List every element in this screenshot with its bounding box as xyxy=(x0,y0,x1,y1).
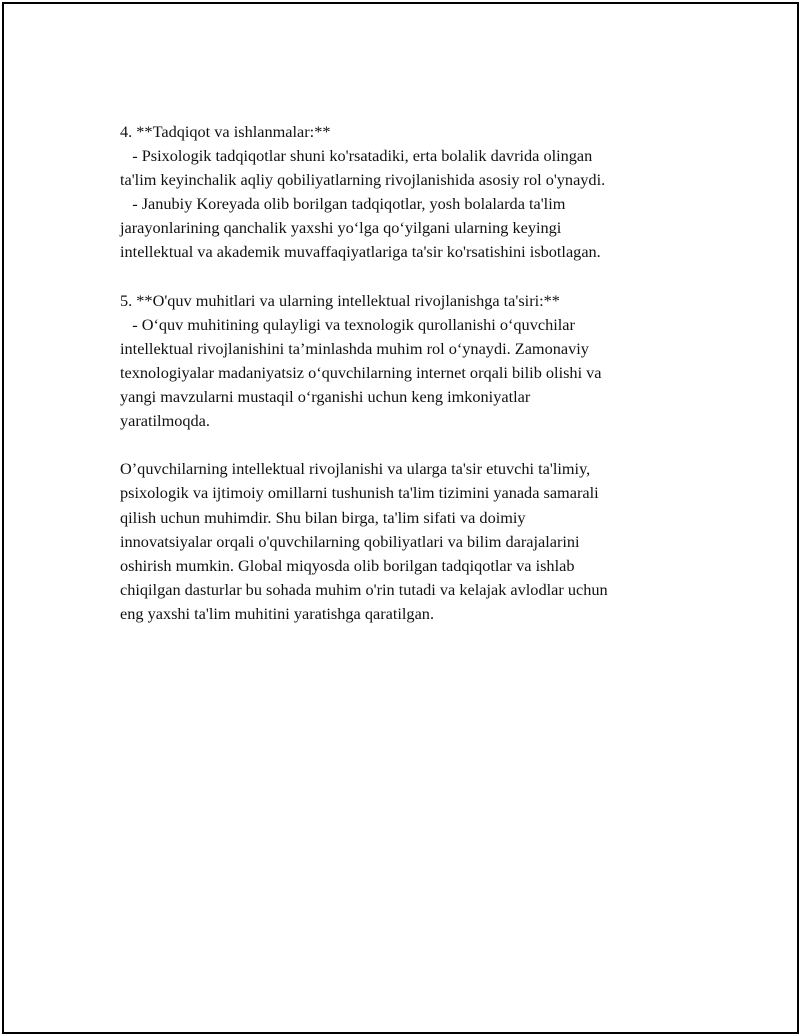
paragraph-line: - O‘quv muhitining qulayligi va texnologik qurollanishi o‘quvchilar xyxy=(120,314,575,334)
paragraph-line: intellektual va akademik muvaffaqiyatlariga ta'sir ko'rsatishini isbotlagan. xyxy=(120,242,601,262)
paragraph-line: yangi mavzularni mustaqil o‘rganishi uchun keng imkoniyatlar xyxy=(120,387,531,407)
section-4-heading: 4. **Tadqiqot va ishlanmalar:** xyxy=(120,122,331,141)
blank-line xyxy=(120,433,690,457)
paragraph-line: - Janubiy Koreyada olib borilgan tadqiqotlar, yosh bolalarda ta'lim xyxy=(120,194,566,214)
paragraph-line: psixologik va ijtimoiy omillarni tushunish ta'lim tizimini yanada samarali xyxy=(120,483,599,503)
paragraph-line: texnologiyalar madaniyatsiz o‘quvchilarning internet orqali bilib olishi va xyxy=(120,362,602,382)
paragraph-line: ta'lim keyinchalik aqliy qobiliyatlarning rivojlanishida asosiy rol o'ynaydi. xyxy=(120,170,606,190)
section-5 xyxy=(120,289,690,434)
section-5-heading: 5. **O'quv muhitlari va ularning intellektual rivojlanishga ta'siri:** xyxy=(120,290,560,310)
section-4 xyxy=(120,120,690,265)
paragraph-line: intellektual rivojlanishini ta’minlashda muhim rol o‘ynaydi. Zamonaviy xyxy=(120,338,589,358)
paragraph-line: yaratilmoqda. xyxy=(120,411,210,431)
document-body xyxy=(120,120,690,626)
paragraph-line: chiqilgan dasturlar bu sohada muhim o'rin tutadi va kelajak avlodlar uchun xyxy=(120,579,608,599)
conclusion-paragraph xyxy=(120,457,690,626)
paragraph-line: O’quvchilarning intellektual rivojlanishi va ularga ta'sir etuvchi ta'limiy, xyxy=(120,459,591,479)
paragraph-line: qilish uchun muhimdir. Shu bilan birga, ta'lim sifati va doimiy xyxy=(120,507,526,527)
page xyxy=(2,2,799,1034)
paragraph-line: eng yaxshi ta'lim muhitini yaratishga qaratilgan. xyxy=(120,603,435,623)
paragraph-line: - Psixologik tadqiqotlar shuni ko'rsatadiki, erta bolalik davrida olingan xyxy=(120,146,593,166)
paragraph-line: jarayonlarining qanchalik yaxshi yo‘lga qo‘yilgani ularning keyingi xyxy=(120,218,562,238)
paragraph-line: innovatsiyalar orqali o'quvchilarning qobiliyatlari va bilim darajalarini xyxy=(120,531,580,551)
paragraph-line: oshirish mumkin. Global miqyosda olib borilgan tadqiqotlar va ishlab xyxy=(120,555,575,575)
blank-line xyxy=(120,265,690,289)
